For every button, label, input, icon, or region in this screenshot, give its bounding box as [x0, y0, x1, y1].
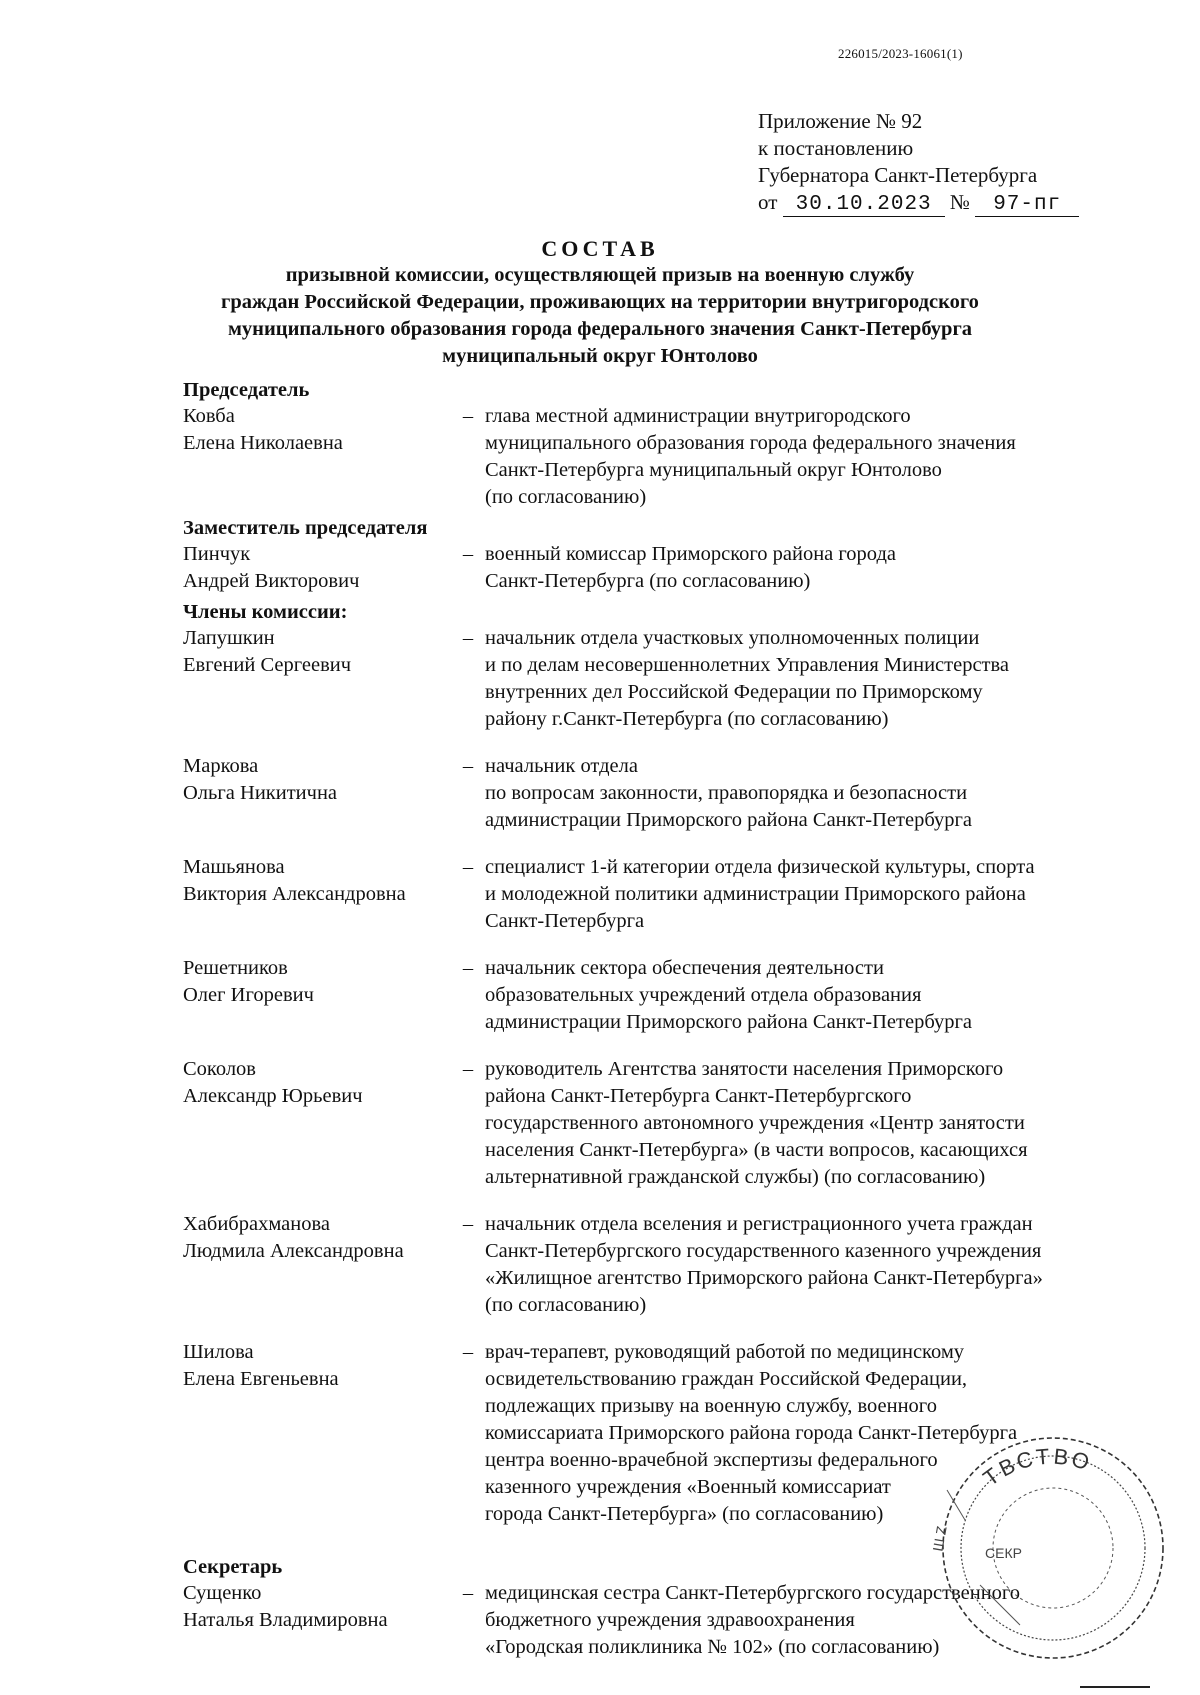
- member-dash: –: [462, 755, 474, 777]
- document-title: СОСТАВ: [541, 236, 659, 261]
- member-row: [183, 1211, 1143, 1319]
- section-heading-members: Члены комиссии:: [183, 601, 348, 623]
- section-heading-secretary: Секретарь: [183, 1556, 283, 1578]
- svg-text:ТВСТВО: [979, 1444, 1096, 1491]
- member-name: Сущенко Наталья Владимировна: [183, 1582, 388, 1631]
- member-name: Маркова Ольга Никитична: [183, 755, 338, 804]
- appendix-block: [758, 108, 1079, 217]
- member-name: Хабибрахманова Людмила Александровна: [183, 1213, 404, 1262]
- member-name: Машьянова Виктория Александровна: [183, 856, 406, 905]
- member-position: врач-терапевт, руководящий работой по медицинскому освидетельствованию граждан Российской Федерации, подлежащих призыву на военную службу, военного комиссариата Приморского района города Санкт-Петербурга центра военно-врачебной экспертизы федерального казенного учреждения «Военный комиссариат города Санкт-Петербурга» (по согласованию): [485, 1341, 1018, 1525]
- member-dash: –: [462, 1582, 474, 1604]
- member-row: [183, 854, 1143, 935]
- handwritten-number: 97-пг: [975, 194, 1079, 217]
- member-position: начальник отдела по вопросам законности, правопорядка и безопасности администрации Приморского района Санкт-Петербурга: [485, 755, 972, 831]
- member-position: начальник отдела участковых уполномоченных полиции и по делам несовершеннолетних Управления Министерства внутренних дел Российской Федерации по Приморскому району г.Санкт-Петербурга (по согласованию): [485, 627, 1010, 730]
- member-row: [183, 1056, 1143, 1191]
- member-position: специалист 1-й категории отдела физической культуры, спорта и молодежной политики администрации Приморского района Санкт-Петербурга: [485, 856, 1035, 932]
- member-position: глава местной администрации внутригородского муниципального образования города федерального значения Санкт-Петербурга муниципальный округ Юнтолово (по согласованию): [485, 405, 1016, 508]
- member-dash: –: [462, 1341, 474, 1363]
- member-dash: –: [462, 627, 474, 649]
- member-dash: –: [462, 405, 474, 427]
- member-name: Шилова Елена Евгеньевна: [183, 1341, 339, 1390]
- member-position: начальник сектора обеспечения деятельности образовательных учреждений отдела образования администрации Приморского района Санкт-Петербурга: [485, 957, 972, 1033]
- date-prefix: от: [758, 190, 778, 214]
- appendix-date-line: [758, 189, 1079, 217]
- member-row: [183, 955, 1143, 1036]
- member-name: Решетников Олег Игоревич: [183, 957, 314, 1006]
- section-heading-chairman: Председатель: [183, 379, 310, 401]
- member-row: [183, 541, 1143, 595]
- appendix-line-3: Губернатора Санкт-Петербурга: [758, 163, 1038, 187]
- member-row: [183, 753, 1143, 834]
- member-position: начальник отдела вселения и регистрационного учета граждан Санкт-Петербургского государственного казенного учреждения «Жилищное агентство Приморского района Санкт-Петербурга» (по согласованию): [485, 1213, 1043, 1316]
- member-name: Соколов Александр Юрьевич: [183, 1058, 363, 1107]
- member-row: [183, 403, 1143, 511]
- member-position: руководитель Агентства занятости населения Приморского района Санкт-Петербурга Санкт-Петербургского государственного автономного учреждения «Центр занятости населения Санкт-Петербурга» (в части вопросов, касающихся альтернативной гражданской службы) (по согласованию): [485, 1058, 1028, 1188]
- member-dash: –: [462, 856, 474, 878]
- section-heading-deputy: Заместитель председателя: [183, 517, 428, 539]
- number-sign: №: [949, 190, 970, 214]
- member-dash: –: [462, 543, 474, 565]
- document-number: 226015/2023-16061(1): [838, 46, 963, 61]
- seal-inner-text: СЕКР: [985, 1545, 1022, 1561]
- member-position: медицинская сестра Санкт-Петербургского государственного бюджетного учреждения здравоохранения «Городская поликлиника № 102» (по согласованию): [485, 1582, 1021, 1658]
- document-subtitle: призывной комиссии, осуществляющей призыв на военную службу граждан Российской Федерации, проживающих на территории внутригородского муниципального образования города федерального значения Санкт-Петербурга муниципальный округ Юнтолово: [221, 264, 979, 367]
- member-row: [183, 625, 1143, 733]
- appendix-line-2: к постановлению: [758, 136, 914, 160]
- member-dash: –: [462, 957, 474, 979]
- member-position: военный комиссар Приморского района города Санкт-Петербурга (по согласованию): [485, 543, 896, 592]
- member-name: Ковба Елена Николаевна: [183, 405, 343, 454]
- page-edge-mark: [1080, 1686, 1150, 1688]
- seal-arc-text: ТВСТВО: [978, 1443, 1096, 1491]
- appendix-line-1: Приложение № 92: [758, 109, 923, 133]
- official-seal-stamp: [925, 1420, 1165, 1660]
- member-dash: –: [462, 1213, 474, 1235]
- member-name: Лапушкин Евгений Сергеевич: [183, 627, 352, 676]
- member-name: Пинчук Андрей Викторович: [183, 543, 360, 592]
- handwritten-date: 30.10.2023: [783, 194, 945, 217]
- member-dash: –: [462, 1058, 474, 1080]
- seal-side-text: Ш Z: [929, 1524, 950, 1553]
